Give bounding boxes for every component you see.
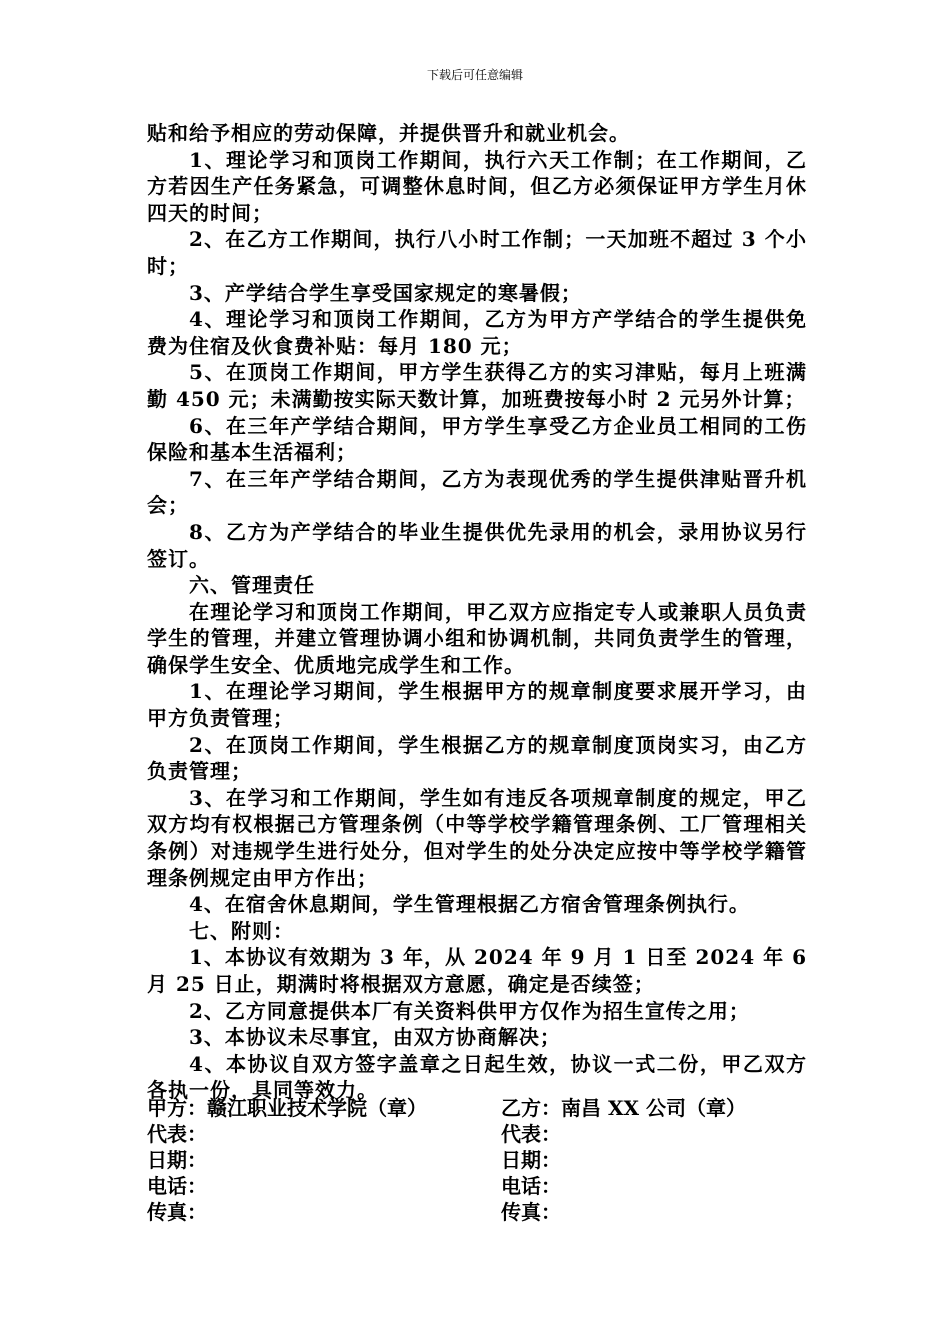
signature-row-representative — [147, 1121, 807, 1147]
document-body — [147, 120, 807, 1104]
signature-row-parties — [147, 1095, 807, 1121]
party-b-representative: 代表： — [501, 1122, 561, 1146]
party-a-date: 日期： — [147, 1148, 207, 1172]
party-b-fax: 传真： — [501, 1200, 561, 1224]
paragraph: 4、理论学习和顶岗工作期间，乙方为甲方产学结合的学生提供免费为住宿及伙食费补贴：每月 180 元； — [147, 307, 807, 358]
paragraph: 3、产学结合学生享受国家规定的寒暑假； — [189, 280, 582, 305]
paragraph: 5、在顶岗工作期间，甲方学生获得乙方的实习津贴，每月上班满勤 450 元；未满勤按实际天数计算，加班费按每小时 2 元另外计算； — [147, 360, 807, 411]
party-a-phone: 电话： — [147, 1174, 207, 1198]
paragraph: 4、在宿舍休息期间，学生管理根据乙方宿舍管理条例执行。 — [189, 892, 750, 917]
page-header: 下载后可任意编辑 — [426, 68, 523, 82]
party-b-phone: 电话： — [501, 1174, 561, 1198]
paragraph: 1、本协议有效期为 3 年，从 2024 年 9 月 1 日至 2024 年 6 月 25 日止，期满时将根据双方意愿，确定是否续签； — [147, 945, 807, 996]
section-heading: 六、管理责任 — [189, 573, 315, 598]
paragraph: 在理论学习和顶岗工作期间，甲乙双方应指定专人或兼职人员负责学生的管理，并建立管理协调小组和协调机制，共同负责学生的管理，确保学生安全、优质地完成学生和工作。 — [147, 599, 807, 677]
party-b-date: 日期： — [501, 1148, 561, 1172]
paragraph: 1、在理论学习期间，学生根据甲方的规章制度要求展开学习，由甲方负责管理； — [147, 679, 807, 731]
signature-row-fax — [147, 1199, 807, 1225]
paragraph: 4、本协议自双方签字盖章之日起生效，协议一式二份，甲乙双方各执一份，具同等效力。 — [147, 1051, 807, 1103]
signature-row-phone — [147, 1173, 807, 1199]
paragraph: 2、乙方同意提供本厂有关资料供甲方仅作为招生宣传之用； — [189, 998, 750, 1023]
signature-block — [147, 1095, 807, 1225]
party-a-label: 甲方：赣江职业技术学院（章） — [147, 1096, 427, 1120]
paragraph: 2、在乙方工作期间，执行八小时工作制；一天加班不超过 3 个小时； — [147, 227, 807, 278]
paragraph: 贴和给予相应的劳动保障，并提供晋升和就业机会。 — [147, 121, 630, 145]
signature-row-date — [147, 1147, 807, 1173]
party-a-fax: 传真： — [147, 1200, 207, 1224]
paragraph: 2、在顶岗工作期间，学生根据乙方的规章制度顶岗实习，由乙方负责管理； — [147, 732, 807, 784]
party-a-representative: 代表： — [147, 1122, 207, 1146]
party-b-label: 乙方：南昌 XX 公司（章） — [501, 1096, 746, 1120]
section-heading: 七、附则： — [189, 918, 294, 943]
paragraph: 1、理论学习和顶岗工作期间，执行六天工作制；在工作期间，乙方若因生产任务紧急，可调整休息时间，但乙方必须保证甲方学生月休四天的时间； — [147, 147, 807, 225]
paragraph: 6、在三年产学结合期间，甲方学生享受乙方企业员工相同的工伤保险和基本生活福利； — [147, 413, 807, 465]
paragraph: 8、乙方为产学结合的毕业生提供优先录用的机会，录用协议另行签订。 — [147, 519, 807, 571]
paragraph: 3、在学习和工作期间，学生如有违反各项规章制度的规定，甲乙双方均有权根据己方管理条例（中等学校学籍管理条例、工厂管理相关条例）对违规学生进行处分，但对学生的处分决定应按中等学校学籍管理条例规定由甲方作出； — [147, 785, 807, 890]
paragraph: 3、本协议未尽事宜，由双方协商解决； — [189, 1025, 561, 1050]
paragraph: 7、在三年产学结合期间，乙方为表现优秀的学生提供津贴晋升机会； — [147, 466, 807, 518]
